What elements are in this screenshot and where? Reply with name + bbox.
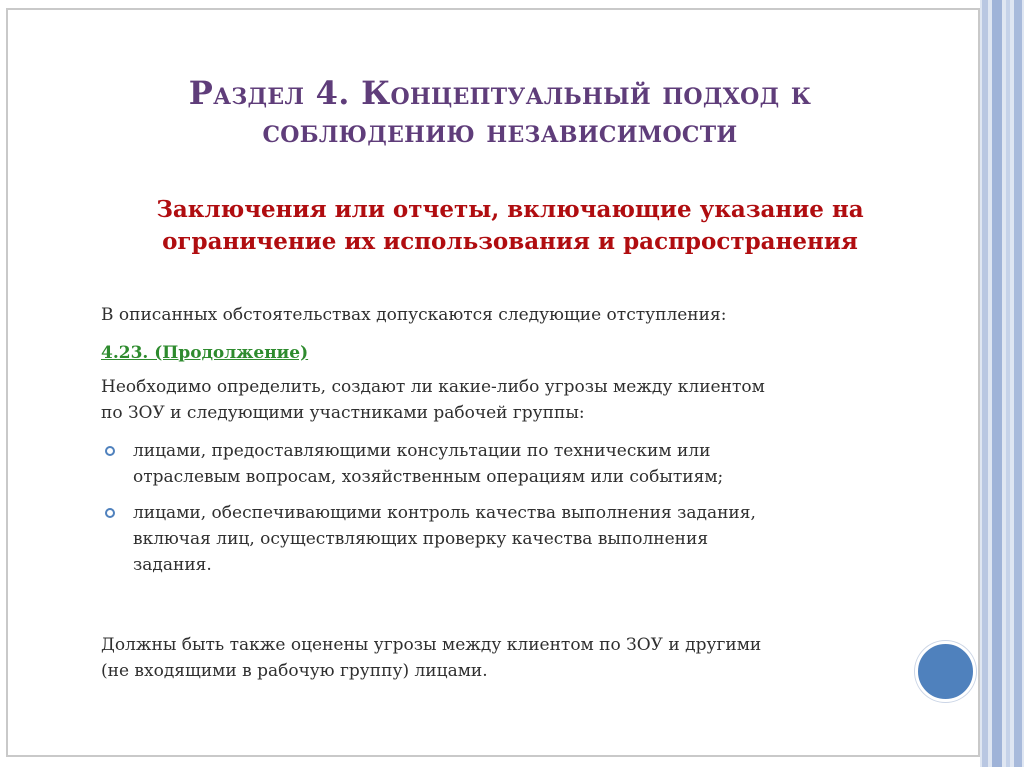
slide-title-line: соблюдению независимости <box>262 112 738 150</box>
final-paragraph <box>101 632 931 684</box>
bullet-line: лицами, обеспечивающими контроль качества выполнения задания, <box>133 503 756 523</box>
final-paragraph-line: (не входящими в рабочую группу) лицами. <box>101 661 488 681</box>
circle-bullet-icon <box>105 508 115 518</box>
bullet-line: отраслевым вопросам, хозяйственным операциям или событиям; <box>133 467 724 487</box>
stripe <box>1006 0 1010 767</box>
bullet-item <box>101 438 931 490</box>
final-paragraph-line: Должны быть также оценены угрозы между клиентом по ЗОУ и другими <box>101 635 762 655</box>
bullet-list <box>101 438 931 588</box>
reference-heading: 4.23. (Продолжение) <box>101 343 309 363</box>
slide-subtitle-line: ограничение их использования и распространения <box>162 228 858 255</box>
stripe <box>1014 0 1022 767</box>
need-paragraph-line: по ЗОУ и следующими участниками рабочей группы: <box>101 403 585 423</box>
need-paragraph-line: Необходимо определить, создают ли какие-либо угрозы между клиентом <box>101 377 765 397</box>
circle-bullet-icon <box>105 446 115 456</box>
bullet-line: включая лиц, осуществляющих проверку качества выполнения <box>133 529 709 549</box>
bullet-line: задания. <box>133 555 212 575</box>
intro-paragraph: В описанных обстоятельствах допускаются следующие отступления: <box>101 305 727 325</box>
slide-title-line: Раздел 4. Концептуальный подход к <box>188 74 812 112</box>
slide-subtitle-line: Заключения или отчеты, включающие указание на <box>156 196 864 223</box>
need-paragraph <box>101 374 931 426</box>
blue-circle-decor <box>915 641 976 702</box>
bullet-line: лицами, предоставляющими консультации по техническим или <box>133 441 711 461</box>
slide-subtitle <box>60 194 960 258</box>
slide-title <box>0 74 1000 150</box>
bullet-item <box>101 500 931 578</box>
